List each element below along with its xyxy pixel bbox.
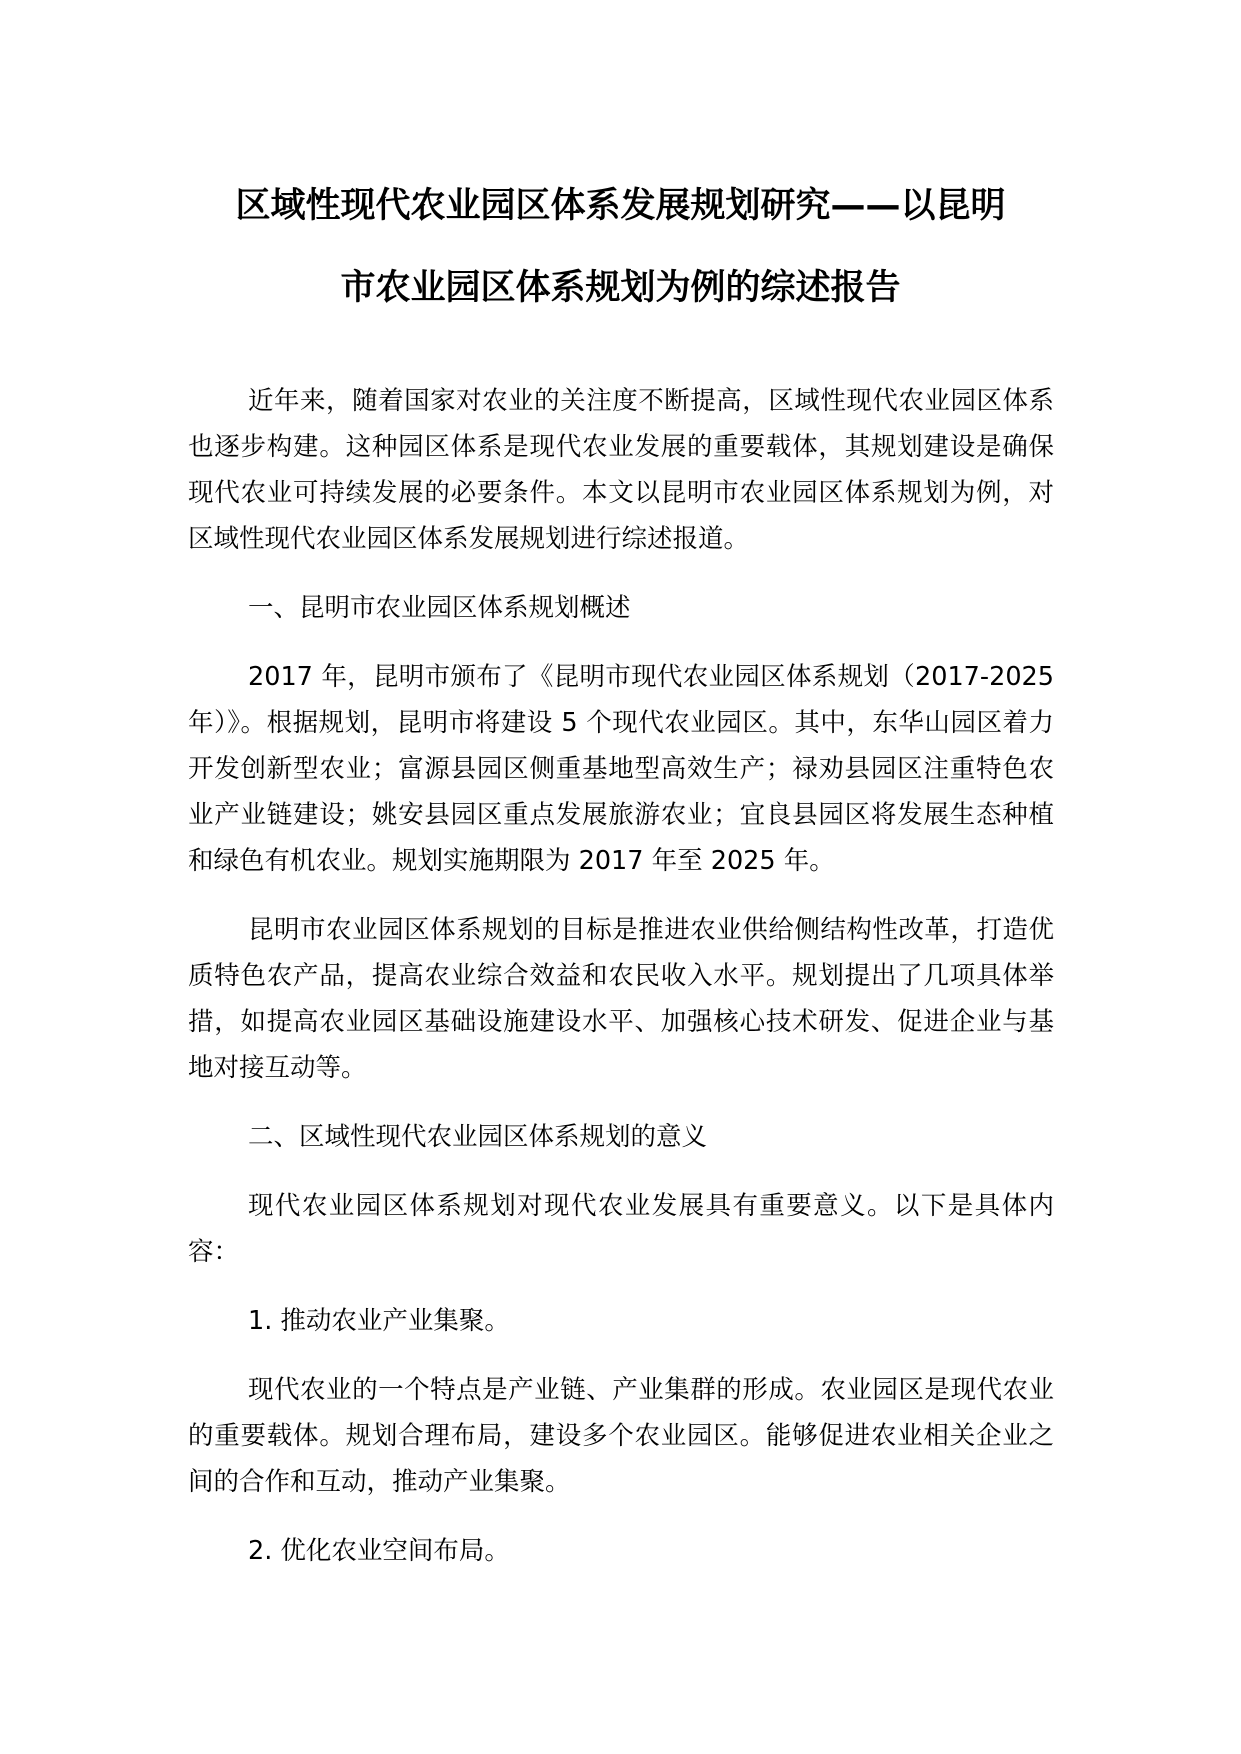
document-title-line-2: 市农业园区体系规划为例的综述报告 <box>340 268 901 308</box>
paragraph-significance-intro: 现代农业园区体系规划对现代农业发展具有重要意义。以下是具体内容： <box>188 1191 1054 1267</box>
document-body <box>188 378 1054 1574</box>
paragraph-intro: 近年来，随着国家对农业的关注度不断提高，区域性现代农业园区体系也逐步构建。这种园区体系是现代农业发展的重要载体，其规划建设是确保现代农业可持续发展的必要条件。本文以昆明市农业园区体系规划为例，对区域性现代农业园区体系发展规划进行综述报道。 <box>188 386 1054 554</box>
paragraph-plan-goals: 昆明市农业园区体系规划的目标是推进农业供给侧结构性改革，打造优质特色农产品，提高农业综合效益和农民收入水平。规划提出了几项具体举措，如提高农业园区基础设施建设水平、加强核心技术研发、促进企业与基地对接互动等。 <box>188 915 1054 1083</box>
section-heading-2: 二、区域性现代农业园区体系规划的意义 <box>248 1122 708 1152</box>
document-title-line-1: 区域性现代农业园区体系发展规划研究——以昆明 <box>235 186 1006 226</box>
section-heading-1: 一、昆明市农业园区体系规划概述 <box>248 593 631 623</box>
paragraph-industry-cluster: 现代农业的一个特点是产业链、产业集群的形成。农业园区是现代农业的重要载体。规划合理布局，建设多个农业园区。能够促进农业相关企业之间的合作和互动，推动产业集聚。 <box>188 1375 1054 1497</box>
paragraph-plan-overview: 2017 年，昆明市颁布了《昆明市现代农业园区体系规划（2017-2025 年）》。根据规划，昆明市将建设 5 个现代农业园区。其中，东华山园区着力开发创新型农业；富源县园区侧重基地型高效生产；禄劝县园区注重特色农业产业链建设；姚安县园区重点发展旅游农业；宜良县园区将发展生态种植和绿色有机农业。规划实施期限为 2017 年至 2025 年。 <box>188 662 1054 876</box>
list-item-2-heading: 2. 优化农业空间布局。 <box>248 1536 510 1566</box>
list-item-1-heading: 1. 推动农业产业集聚。 <box>248 1306 510 1336</box>
